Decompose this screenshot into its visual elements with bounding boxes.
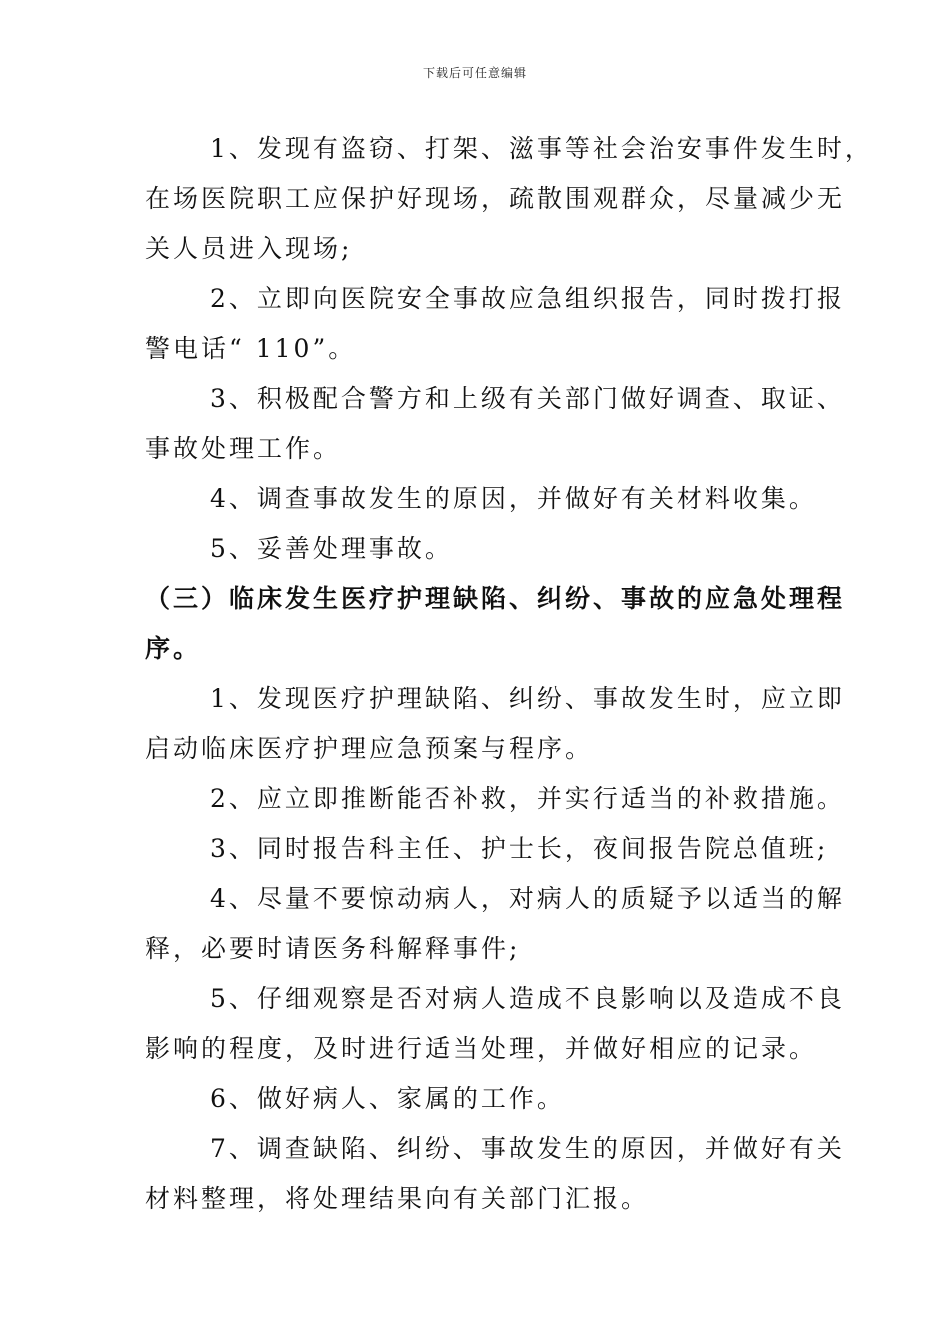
paragraph-line: 事故处理工作。 [145,434,342,463]
paragraph-line: 在场医院职工应保护好现场，疏散围观群众，尽量减少无 [145,184,846,213]
document-body [145,124,873,1224]
paragraph-line: 关人员进入现场; [145,234,353,263]
paragraph-line: 3、同时报告科主任、护士长，夜间报告院总值班; [210,834,829,863]
paragraph-line: 5、妥善处理事故。 [210,534,453,563]
paragraph-line: 7、调查缺陷、纠纷、事故发生的原因，并做好有关 [210,1134,845,1163]
section-heading: 序。 [145,634,202,663]
paragraph-line: 4、尽量不要惊动病人，对病人的质疑予以适当的解 [210,884,845,913]
paragraph-line: 启动临床医疗护理应急预案与程序。 [145,734,594,763]
section-heading: （三）临床发生医疗护理缺陷、纠纷、事故的应急处理程 [145,584,846,613]
paragraph-line: 2、应立即推断能否补救，并实行适当的补救措施。 [210,784,845,813]
paragraph-line: 5、仔细观察是否对病人造成不良影响以及造成不良 [210,984,845,1013]
paragraph-line: 1、发现医疗护理缺陷、纠纷、事故发生时，应立即 [210,684,845,713]
paragraph-line: 6、做好病人、家属的工作。 [210,1084,565,1113]
page-header-note: 下载后可任意编辑 [422,66,527,80]
paragraph-line: 警电话“ 110”。 [145,334,357,363]
paragraph-line: 1、发现有盗窃、打架、滋事等社会治安事件发生时， [210,134,873,163]
paragraph-line: 2、立即向医院安全事故应急组织报告，同时拨打报 [210,284,845,313]
paragraph-line: 释，必要时请医务科解释事件; [145,934,521,963]
paragraph-line: 影响的程度，及时进行适当处理，并做好相应的记录。 [145,1034,818,1063]
paragraph-line: 4、调查事故发生的原因，并做好有关材料收集。 [210,484,817,513]
paragraph-line: 3、积极配合警方和上级有关部门做好调查、取证、 [210,384,845,413]
paragraph-line: 材料整理，将处理结果向有关部门汇报。 [145,1184,650,1213]
